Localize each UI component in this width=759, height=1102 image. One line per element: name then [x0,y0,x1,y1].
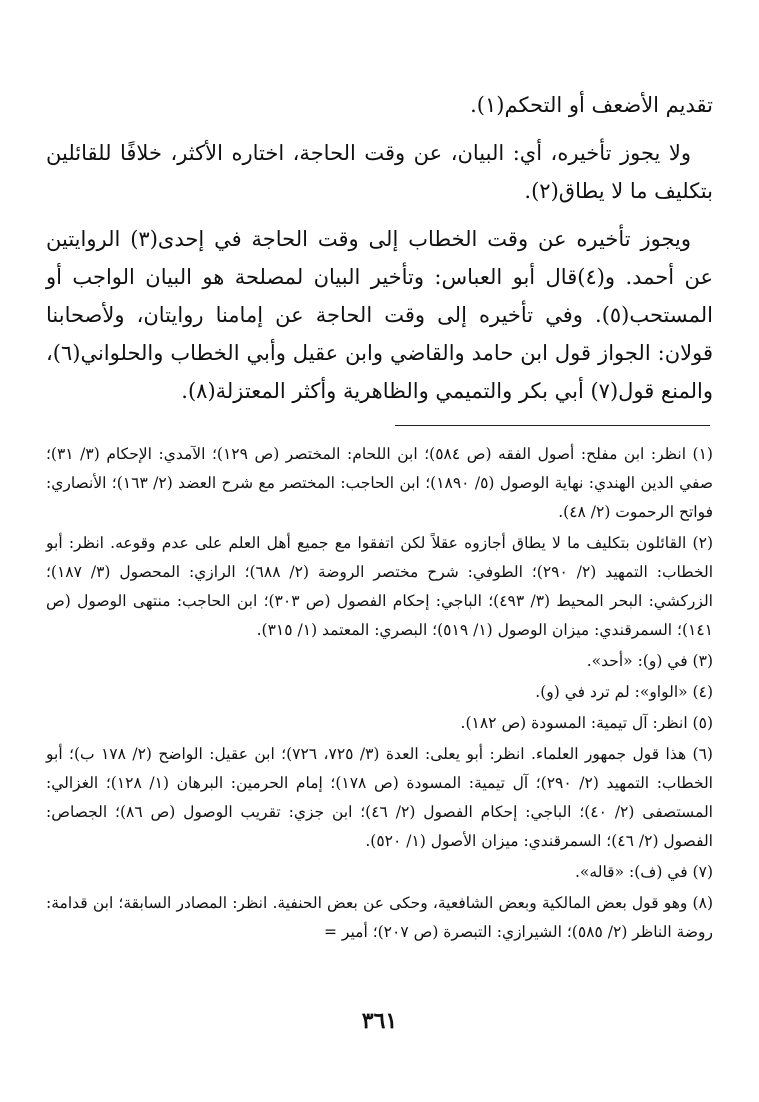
footnote-4: (٤) «الواو»: لم ترد في (و). [535,683,713,701]
footnote-8: (٨) وهو قول بعض المالكية وبعض الشافعية، وحكى عن بعض الحنفية. انظر: المصادر السابقة؛ ابن قدامة: روضة الناظر (٢/ ٥٨٥)؛ الشيرازي: التبصرة (ص ٢٠٧)؛ أمير = [46,894,713,941]
page-number: ٣٦١ [361,1008,398,1034]
paragraph-gap [46,124,713,134]
footnote-2: (٢) القائلون بتكليف ما لا يطاق أجازوه عقلاً لكن اتفقوا مع جميع أهل العلم على عدم وقوعه. انظر: أبو الخطاب: التمهيد (٢/ ٢٩٠)؛ الطوفي: شرح مختصر الروضة (٢/ ٦٨٨)؛ الرازي: المحصول (٣/ ١٨٧)؛ الزركشي: البحر المحيط (٣/ ٤٩٣)؛ الباجي: إحكام الفصول (ص ٣٠٣)؛ ابن الحاجب: منتهى الوصول (ص ١٤١)؛ السمرقندي: ميزان الوصول (١/ ٥١٩)؛ البصري: المعتمد (١/ ٣١٥). [46,534,714,639]
paragraph-3: ويجوز تأخيره عن وقت الخطاب إلى وقت الحاجة في إحدى(٣) الروايتين عن أحمد. و(٤)قال أبو العباس: وتأخير البيان لمصلحة هو البيان الواجب أو المستحب(٥). وفي تأخيره إلى وقت الحاجة عن إمامنا روايتان، ولأصحابنا قولان: الجواز قول ابن حامد والقاضي وابن عقيل وأبي الخطاب والحلواني(٦)، والمنع قول(٧) أبي بكر والتميمي والظاهرية وأكثر المعتزلة(٨). [46,227,714,403]
footnotes [46,440,713,949]
footnote-6: (٦) هذا قول جمهور العلماء. انظر: أبو يعلى: العدة (٣/ ٧٢٥، ٧٢٦)؛ ابن عقيل: الواضح (٢/ ١٧٨ ب)؛ أبو الخطاب: التمهيد (٢/ ٢٩٠)؛ آل تيمية: المسودة (ص ١٧٨)؛ إمام الحرمين: البرهان (١/ ١٢٨)؛ الغزالي: المستصفى (٢/ ٤٠)؛ الباجي: إحكام الفصول (٢/ ٤٦)؛ ابن جزي: تقريب الوصول (ص ٨٦)؛ الجصاص: الفصول (٢/ ٤٦)؛ السمرقندي: ميزان الأصول (١/ ٥٢٠). [46,745,713,850]
paragraph-gap [46,210,713,220]
paragraph-2: ولا يجوز تأخيره، أي: البيان، عن وقت الحاجة، اختاره الأكثر، خلافًا للقائلين بتكليف ما لا يطاق(٢). [46,141,713,203]
footnote-3: (٣) في (و): «أحد». [586,652,713,670]
main-text [46,86,713,410]
footnote-separator [395,425,710,426]
paragraph-1: تقديم الأضعف أو التحكم(١). [470,93,713,117]
footnote-1: (١) انظر: ابن مفلح: أصول الفقه (ص ٥٨٤)؛ ابن اللحام: المختصر (ص ١٢٩)؛ الآمدي: الإحكام (٣/ ٣١)؛ صفي الدين الهندي: نهاية الوصول (٥/ ١٨٩٠)؛ ابن الحاجب: المختصر مع شرح العضد (٢/ ١٦٣)؛ الأنصاري: فواتح الرحموت (٢/ ٤٨). [46,445,713,521]
footnote-5: (٥) انظر: آل تيمية: المسودة (ص ١٨٢). [460,714,713,732]
footnote-7: (٧) في (ف): «قاله». [575,863,713,881]
